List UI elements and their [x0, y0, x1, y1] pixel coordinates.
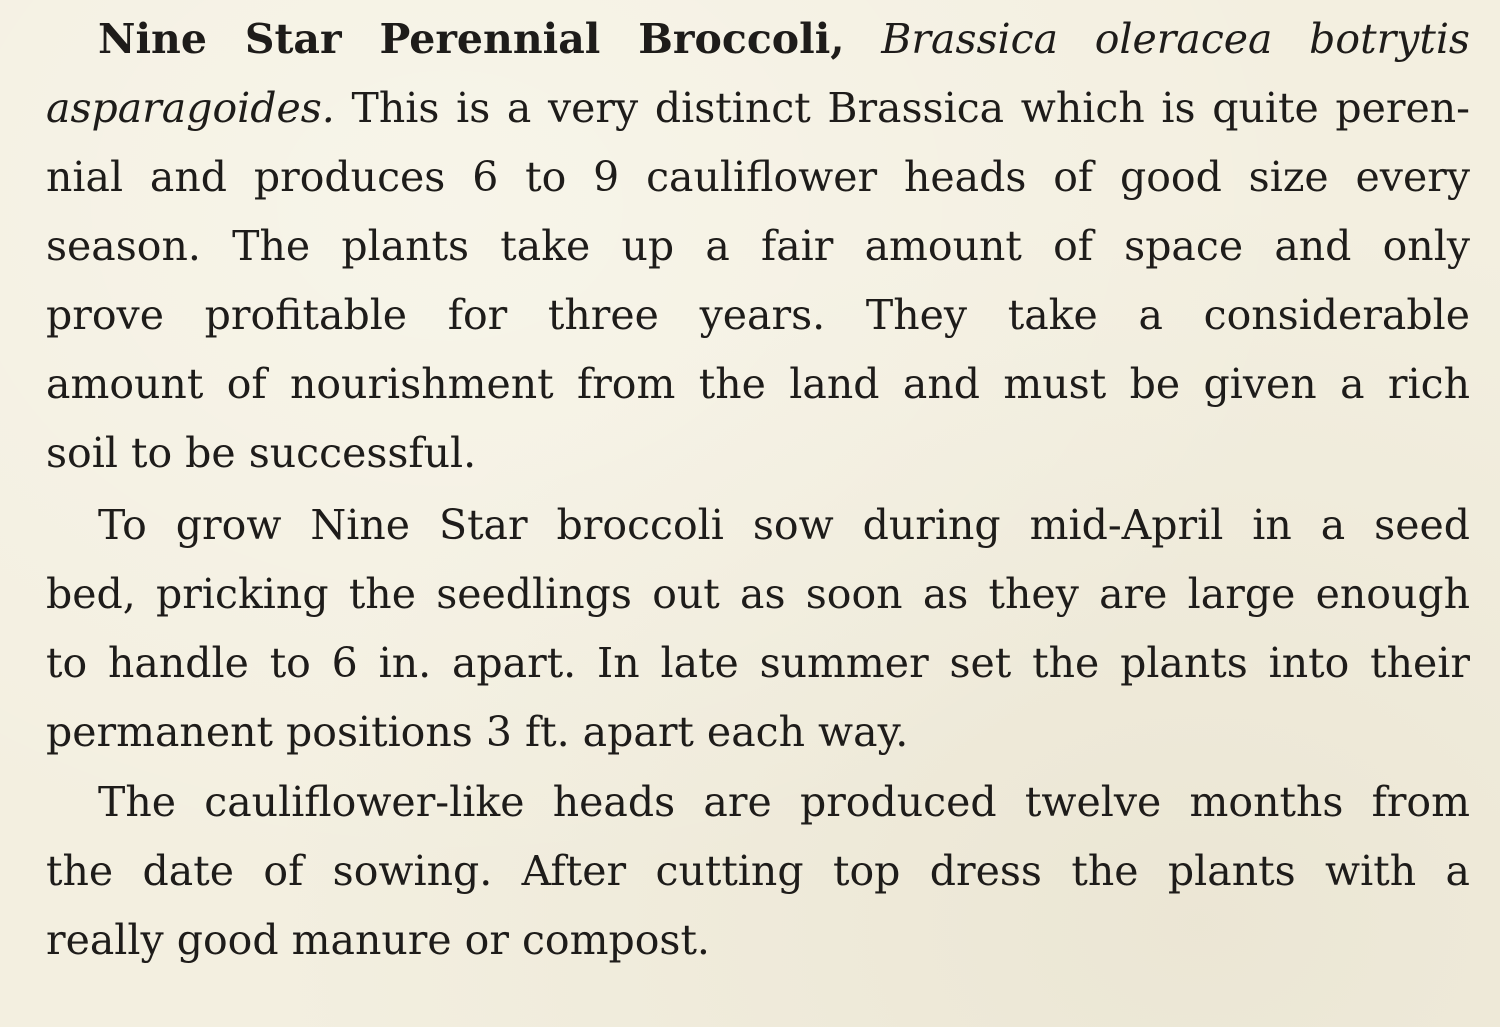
- paragraph-1-line-1: [98, 8, 1470, 70]
- botanical-name-continued: asparagoides.: [46, 84, 335, 132]
- paragraph-1-line-2-text: This is a very distinct Brassica which is quite peren-: [351, 84, 1470, 132]
- paragraph-1-line-7: soil to be successful.: [46, 429, 477, 477]
- paragraph-1-line-4: season. The plants take up a fair amount of space and only: [46, 222, 1470, 270]
- paragraph-1-line-2: [46, 77, 1470, 139]
- paragraph-3-line-2: the date of sowing. After cutting top dress the plants with a: [46, 847, 1470, 895]
- paragraph-1-line-5: prove profitable for three years. They take a considerable: [46, 291, 1470, 339]
- paragraph-1-line-3: nial and produces 6 to 9 cauliflower heads of good size every: [46, 153, 1470, 201]
- paragraph-3-line-3: really good manure or compost.: [46, 916, 710, 964]
- paragraph-2-line-4: permanent positions 3 ft. apart each way.: [46, 708, 909, 756]
- paragraph-3-line-1: The cauliflower-like heads are produced twelve months from: [98, 778, 1470, 826]
- paragraph-2-line-3: to handle to 6 in. apart. In late summer set the plants into their: [46, 639, 1470, 687]
- paragraph-2-line-2: bed, pricking the seedlings out as soon as they are large enough: [46, 570, 1470, 618]
- paragraph-1-line-6: amount of nourishment from the land and must be given a rich: [46, 360, 1470, 408]
- botanical-name: Brassica oleracea botrytis: [881, 15, 1470, 63]
- paragraph-2-line-1: To grow Nine Star broccoli sow during mid-April in a seed: [98, 501, 1470, 549]
- entry-heading: Nine Star Perennial Broccoli,: [98, 15, 845, 63]
